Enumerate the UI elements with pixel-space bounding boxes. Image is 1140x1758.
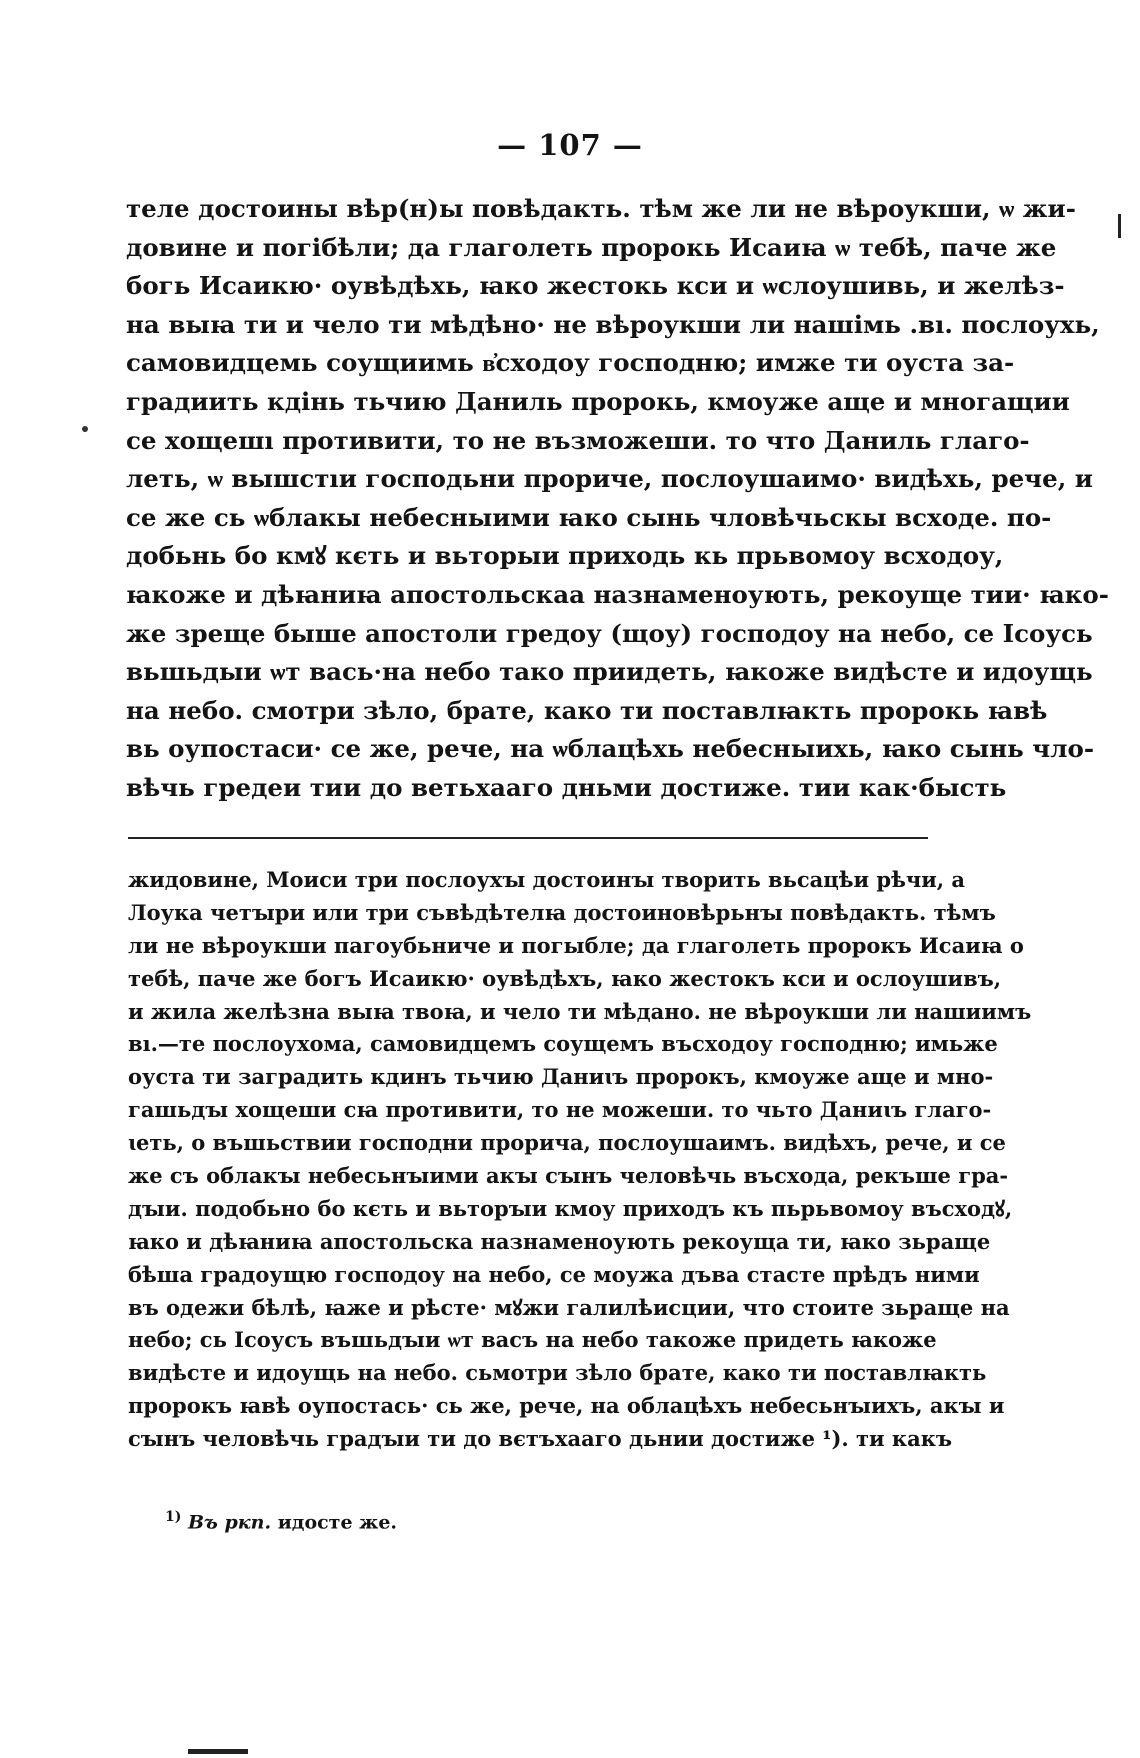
variant-text-line: жидовине, Моиси три послоухꙑ достоинꙑ творить вьсацѣи рѣчи, а [128,867,966,892]
page-number: — 107 — [497,128,643,162]
variant-text-line: дꙑи. подобьно бо кєть и вьторꙑи кмоу приходъ къ пьрьвомоу въсходꙋ, [128,1195,1013,1221]
footnote [165,1509,397,1533]
variant-text-line: въ одежи бѣлѣ, ꙗже и рѣсте· мꙋжи галилѣисции, что стоите зьраще на [128,1294,1010,1320]
main-text-line: се хощешı противити, то не възможеши. то что Даниль глаго- [126,425,1030,455]
main-text-line: довине и погібѣли; да глаголеть пророкь Исаиꙗ ѡ тебѣ, паче же [126,232,1057,262]
variant-text-line: тебѣ, паче же богъ Исаикю· оувѣдѣхъ, ꙗко жестокъ кси и ослоушивъ, [128,965,1002,991]
footnote-text: идосте же. [277,1511,398,1534]
variant-text-line: вı.—те послоухома, самовидцемъ соущемъ въсходоу господню; имьже [128,1031,998,1057]
variant-text-line: небо; сь Іcоусъ въшьдꙑи ѡт васъ на небо такоже придеть ꙗкоже [128,1327,937,1353]
variant-text-line: видѣсте и идоущь на небо. сьмотри зѣло брате, како ти поставлꙗкть [128,1360,987,1386]
variant-text-line: ꙇеть, о въшьствии господни прорича, послоушаимъ. видѣхъ, рече, и се [128,1130,1006,1156]
main-text-line: богь Исаикю· оувѣдѣхь, ꙗко жестокь кси и ѡслоушивь, и желѣз- [126,271,1065,301]
main-text-line: самовидцемь соущиимь в҆сходоу господню; имже ти оуста за- [126,348,1015,378]
variant-text-block [128,864,1032,1456]
bottom-edge-mark [188,1749,248,1754]
footnote-mark: 1) [165,1509,182,1525]
main-text-line: на небо. смотри зѣло, брате, како ти поставлꙗкть пророкь ꙗвѣ [126,695,1048,725]
main-text-block [126,190,1109,808]
footnote-abbrev: Въ ркп. [188,1511,272,1534]
variant-text-line: бѣша градоущю господоу на небо, се моужа дъва стасте прѣдъ ними [128,1261,980,1287]
variant-text-line: гашьдꙑ хощеши сꙗ противити, то не можеши. то чьто Даниꙇъ глаго- [128,1097,992,1123]
variant-text-line: Лоука четꙑри или три съвѣдѣтелꙗ достоиновѣрьнꙑ повѣдакть. тѣмъ [128,899,996,925]
variant-text-line: оуста ти заградить кдинъ тьчию Даниꙇъ пророкъ, кмоуже аще и мно- [128,1064,994,1090]
variant-text-line: сꙑнъ человѣчь градꙑи ти до вєтъхааго дьнии достиже ¹). ти какъ [128,1426,952,1452]
main-text-line: вь оупостаси· се же, рече, на ѡблацѣхь небесныихь, ꙗко сынь чло- [126,734,1095,764]
main-text-line: на выꙗ ти и чело ти мѣдѣно· не вѣроукши ли нашімь .вı. послоухь, [126,309,1100,339]
variant-text-line: пророкъ ꙗвѣ оупостась· сь же, рече, на облацѣхъ небесьнꙑихъ, акꙑ и [128,1393,1005,1419]
main-text-line: градиить кдінь тьчию Даниль пророкь, кмоуже аще и многащии [126,386,1070,416]
main-text-line: добьнь бо кмꙋ кєть и вьторыи приходь кь прьвомоу всходоу, [126,541,1004,571]
variant-text-line: же съ облакꙑ небесьнꙑими акꙑ сꙑнъ человѣчь въсхода, рекъше гра- [128,1163,1009,1189]
main-text-line: теле достоины вѣр(н)ы повѣдакть. тѣм же ли не вѣроукши, ѡ жи- [126,194,1076,223]
main-text-line: се же сь ѡблакы небесныими ꙗко сынь чловѣчьскы всходе. по- [126,502,1052,532]
footnote-separator-rule [128,837,928,839]
variant-text-line: и жила желѣзна выꙗ твоꙗ, и чело ти мѣдано. не вѣроукши ли нашиимъ [128,998,1032,1024]
variant-text-line: ꙗко и дѣꙗниꙗ апостольска назнаменоують рекоуща ти, ꙗко зьраще [128,1228,991,1254]
variant-text-line: ли не вѣроукши пагоубьниче и погыбле; да глаголеть пророкъ Исаиꙗ о [128,932,1024,958]
main-text-line: же зреще быше апостоли гредоу (щоу) господоу на небо, се Іcоусь [126,618,1093,648]
main-text-line: ꙗкоже и дѣꙗниꙗ апостольскаа назнаменоують, рекоуще тии· ꙗко- [126,579,1109,609]
margin-dot [82,426,88,432]
margin-mark [1118,214,1121,238]
main-text-line: леть, ѡ вышстıи господьни прориче, послоушаимо· видѣхь, рече, и [126,464,1093,494]
main-text-line: вѣчь гредеи тии до ветьхааго дньми достиже. тии как·бысть [126,772,1007,802]
main-text-line: вьшьдыи ѡт вась·на небо тако приидеть, ꙗкоже видѣсте и идоущь [126,657,1093,687]
